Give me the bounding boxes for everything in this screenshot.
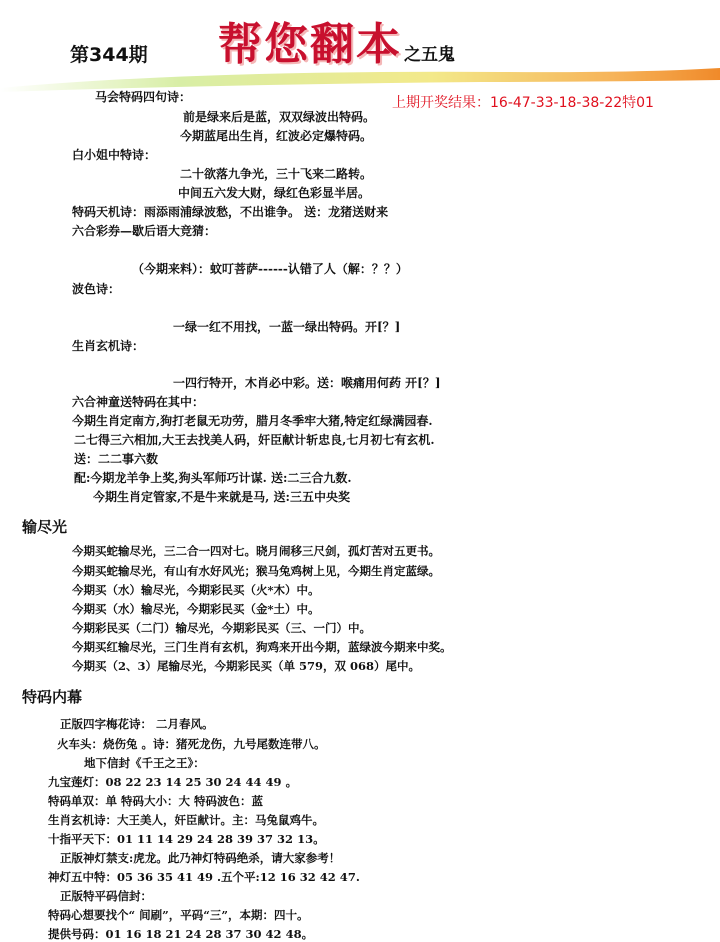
- text-line: 今期蓝尾出生肖，红波必定爆特码。: [180, 129, 373, 143]
- text-line: 生肖玄机诗：大王美人，奸臣献计。主：马兔鼠鸡牛。: [48, 813, 324, 827]
- text-line: 十指平天下：01 11 14 29 24 28 39 37 32 13。: [48, 832, 325, 846]
- text-line: 今期生肖定管家,不是牛来就是马, 送:三五中央奖: [93, 490, 350, 504]
- text-line: 特码单双：单 特码大小：大 特码波色：蓝: [48, 794, 264, 808]
- issue-number: 第344期: [70, 44, 148, 66]
- text-line: 前是绿来后是蓝，双双绿波出特码。: [183, 110, 376, 124]
- text-line: （今期来料）：蚊叮菩萨------认错了人（解：？？）: [132, 262, 408, 276]
- text-line: 今期买蛇输尽光，三二合一四对七。晓月闹移三尺剑，孤灯苦对五更书。: [72, 544, 440, 558]
- text-line: 今期生肖定南方,狗打老鼠无功劳，腊月冬季牢大猪,特定红绿满园春.: [72, 414, 433, 428]
- text-line: 六合彩券—歇后语大竞猜：: [72, 224, 217, 238]
- logo-title: 帮您翻本: [218, 19, 402, 70]
- logo-subtitle: 之五鬼: [404, 45, 455, 65]
- text-line: 二十欲落九争光，三十飞来二路转。: [180, 167, 373, 181]
- text-line: 今期买蛇输尽光，有山有水好风光；猴马兔鸡树上见，今期生肖定蓝绿。: [72, 564, 440, 578]
- text-line: 正版四字梅花诗： 二月春风。: [60, 717, 214, 731]
- last-draw-result: 上期开奖结果：16-47-33-18-38-22特01: [392, 95, 654, 111]
- text-line: 马会特码四句诗：: [95, 90, 192, 104]
- text-line: 特码天机诗：雨添雨浦绿波愁，不出谁争。 送：龙猪送财来: [72, 205, 389, 219]
- text-line: 正版神灯禁支:虎龙。此乃神灯特码绝杀，请大家参考！: [60, 851, 341, 865]
- section-title-lose-all: 输尽光: [22, 518, 68, 536]
- text-line: 提供号码：01 16 18 21 24 28 37 30 42 48。: [48, 927, 314, 941]
- text-line: 九宝莲灯：08 22 23 14 25 30 24 44 49 。: [48, 775, 298, 789]
- text-line: 神灯五中特：05 36 35 41 49 .五个平:12 16 32 42 47.: [48, 870, 360, 884]
- text-line: 白小姐中特诗：: [72, 148, 157, 162]
- section-title-inside-info: 特码内幕: [22, 688, 83, 706]
- text-line: 今期买红输尽光，三门生肖有玄机，狗鸡来开出今期，蓝绿波今期来中奖。: [72, 640, 452, 654]
- text-line: 今期买（水）输尽光，今期彩民买（火*木）中。: [72, 583, 320, 597]
- text-line: 今期买（2、3）尾输尽光，今期彩民买（单 579，双 068）尾中。: [72, 659, 421, 673]
- text-line: 地下信封《千王之王》：: [84, 756, 205, 770]
- text-line: 一四行特开，木肖必中彩。送：喉痛用何药 开[？]: [173, 376, 441, 390]
- text-line: 二七得三六相加,大王去找美人码，奸臣献计斩忠良,七月初七有玄机.: [74, 433, 435, 447]
- text-line: 配:今期龙羊争上奖,狗头军师巧计谋. 送:二三合九数.: [74, 471, 352, 485]
- text-line: 火车头：烧伤兔 。诗：猪死龙伤，九号尾数连带八。: [57, 737, 326, 751]
- text-line: 波色诗：: [72, 282, 121, 296]
- text-line: 六合神童送特码在其中：: [72, 395, 205, 409]
- text-line: 正版特平码信封：: [60, 889, 152, 903]
- text-line: 特码心想要找个“ 间刷”，平码“三”，本期：四十。: [48, 908, 309, 922]
- text-line: 生肖玄机诗：: [72, 339, 145, 353]
- text-line: 送：二二事六数: [74, 452, 159, 466]
- text-line: 今期彩民买（二门）输尽光，今期彩民买（三、一门）中。: [72, 621, 371, 635]
- text-line: 今期买（水）输尽光，今期彩民买（金*土）中。: [72, 602, 320, 616]
- text-line: 一绿一红不用找，一蓝一绿出特码。开[？]: [173, 320, 401, 334]
- text-line: 中间五六发大财，绿红色彩显半居。: [178, 186, 371, 200]
